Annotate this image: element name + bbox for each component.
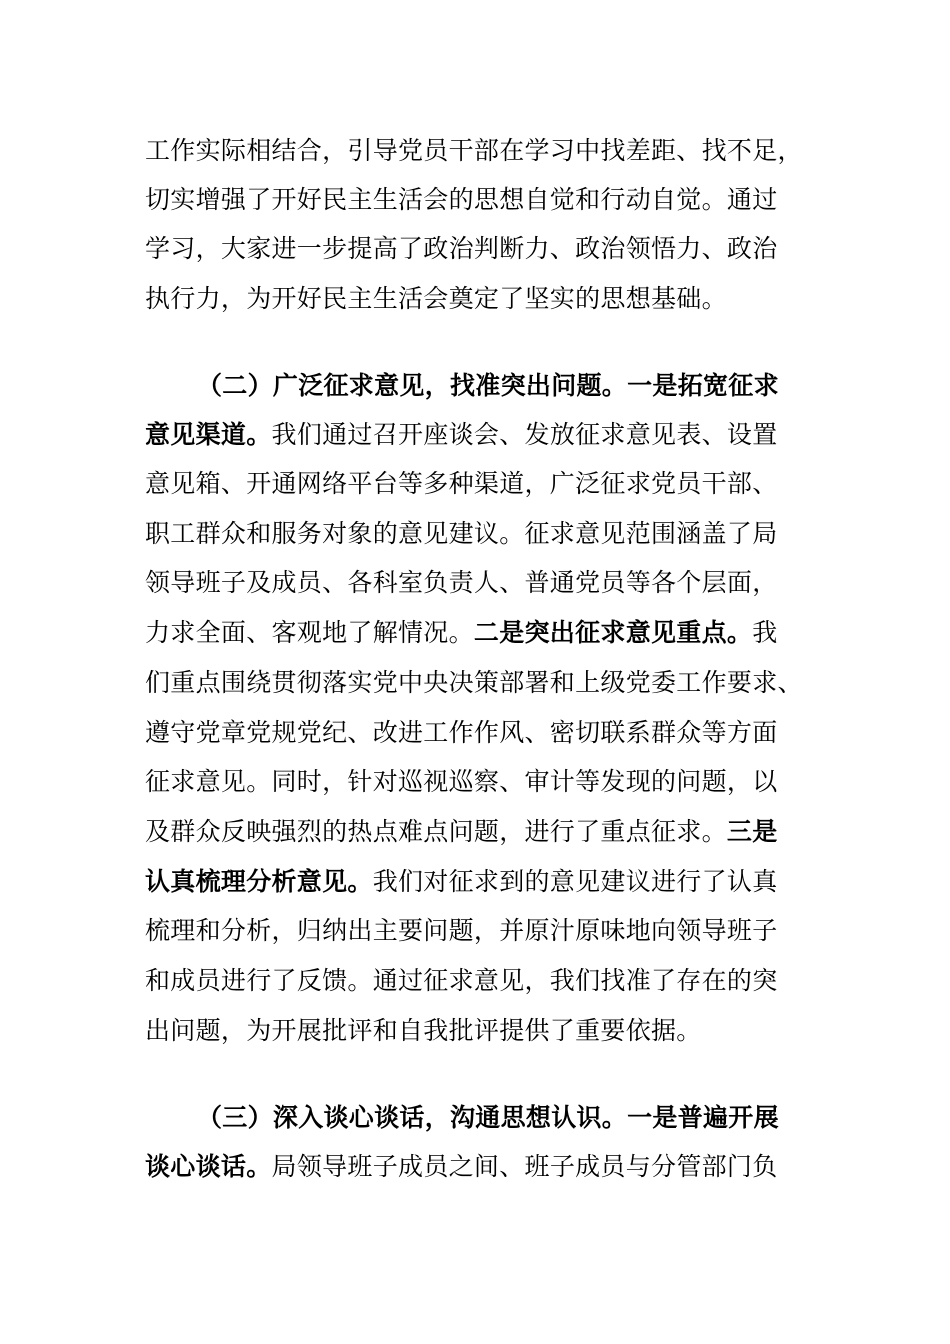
text-run: 工作实际相结合，引导党员干部在学习中找差距、找不足， — [145, 136, 803, 165]
text-run: 和成员进行了反馈。通过征求意见，我们找准了存在的突 — [145, 966, 778, 995]
body-line — [145, 857, 845, 907]
body-line — [145, 410, 845, 460]
body-line — [145, 608, 845, 658]
text-run: 我们对征求到的意见建议进行了认真 — [372, 867, 778, 896]
text-run: 出问题，为开展批评和自我批评提供了重要依据。 — [145, 1016, 702, 1045]
text-run: 力求全面、客观地了解情况。 — [145, 618, 474, 647]
body-line — [145, 658, 845, 708]
text-run: 遵守党章党规党纪、改进工作作风、密切联系群众等方面 — [145, 718, 778, 747]
body-line — [145, 1006, 845, 1056]
body-line — [145, 509, 845, 559]
body-line — [145, 224, 845, 274]
body-line — [145, 956, 845, 1006]
body-line — [145, 274, 845, 324]
text-run: 切实增强了开好民主生活会的思想自觉和行动自觉。通过 — [145, 185, 778, 214]
text-run: 执行力，为开好民主生活会奠定了坚实的思想基础。 — [145, 284, 727, 313]
body-line — [145, 708, 845, 758]
section-heading: （二）广泛征求意见，找准突出问题。一是拓宽征求 — [197, 371, 779, 400]
bold-run: 二是突出征求意见重点。 — [473, 618, 753, 647]
body-line — [145, 906, 845, 956]
bold-run: 认真梳理分析意见。 — [145, 867, 373, 896]
body-line — [145, 459, 845, 509]
text-run: 意见箱、开通网络平台等多种渠道，广泛征求党员干部、 — [145, 469, 778, 498]
text-run: 们重点围绕贯彻落实党中央决策部署和上级党委工作要求、 — [145, 668, 803, 697]
text-run: 我们通过召开座谈会、发放征求意见表、设置 — [271, 420, 778, 449]
text-run: 梳理和分析，归纳出主要问题，并原汁原味地向领导班子 — [145, 916, 778, 945]
body-line — [145, 126, 845, 176]
text-run: 学习，大家进一步提高了政治判断力、政治领悟力、政治 — [145, 234, 778, 263]
body-line — [145, 1142, 845, 1192]
text-run: 及群众反映强烈的热点难点问题，进行了重点征求。 — [145, 817, 727, 846]
body-line — [197, 1093, 897, 1143]
body-line — [145, 807, 845, 857]
text-run: 我 — [752, 618, 778, 647]
text-run: 领导班子及成员、各科室负责人、普通党员等各个层面， — [145, 568, 778, 597]
bold-run: 三是 — [726, 817, 778, 846]
text-run: 征求意见。同时，针对巡视巡察、审计等发现的问题，以 — [145, 767, 778, 796]
body-line — [145, 558, 845, 608]
body-line — [145, 757, 845, 807]
text-run: 职工群众和服务对象的意见建议。征求意见范围涵盖了局 — [145, 519, 778, 548]
text-run: 局领导班子成员之间、班子成员与分管部门负 — [271, 1152, 778, 1181]
body-line — [145, 175, 845, 225]
body-line — [197, 361, 897, 411]
bold-run: 意见渠道。 — [145, 420, 272, 449]
section-heading: （三）深入谈心谈话，沟通思想认识。一是普遍开展 — [197, 1103, 779, 1132]
bold-run: 谈心谈话。 — [145, 1152, 272, 1181]
